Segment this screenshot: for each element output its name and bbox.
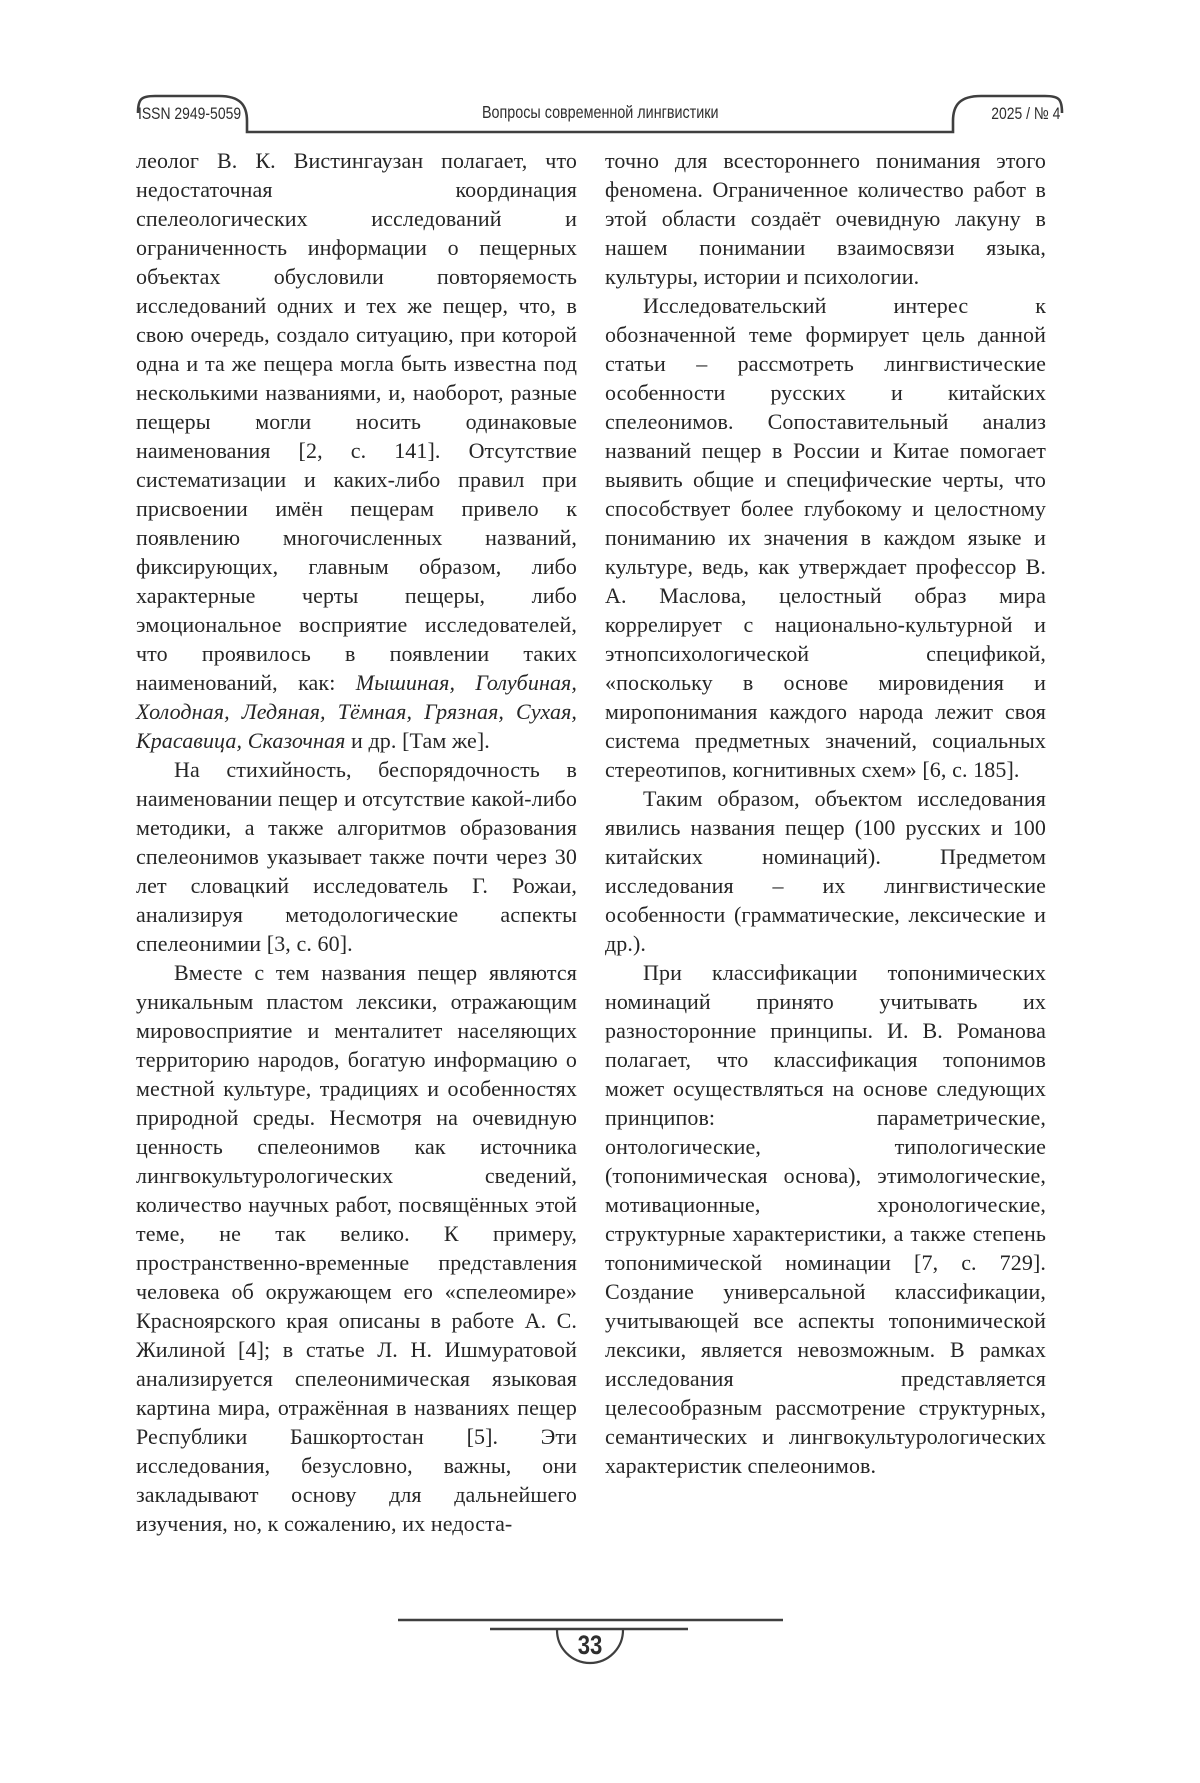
article-body xyxy=(136,146,1046,1538)
paragraph xyxy=(605,784,1046,958)
issue-label xyxy=(968,104,1060,124)
page-number xyxy=(544,1630,636,1661)
column-left xyxy=(136,146,577,1538)
text-run: Вместе с тем названия пещер являются уникальным пластом лексики, отражающим мировосприятие и менталитет населяющих территорию народов, богатую информацию о местной культуре, традициях и особенностях природной среды. Несмотря на очевидную ценность спелеонимов как источника лингвокультурологических сведений, количество научных работ, посвящённых этой теме, не так велико. К примеру, пространственно-временные представления человека об окружающем его «спелеомире» Красноярского края описаны в работе А. С. Жилиной [4]; в статье Л. Н. Ишмуратовой анализируется спелеонимическая языковая картина мира, отражённая в названиях пещер Республики Башкортостан [5]. Эти исследования, безусловно, важны, они закладывают основу для дальнейшего изучения, но, к сожалению, их недоста- xyxy=(136,960,577,1536)
issn-label xyxy=(138,104,246,124)
journal-title-text: Вопросы современной лингвистики xyxy=(481,102,719,122)
text-run: леолог В. К. Вистингаузан полагает, что недостаточная координация спелеологических исследований и ограниченность информации о пещерных объектах обусловили повторяемость исследований одних и тех же пещер, что, в свою очередь, создало ситуацию, при которой одна и та же пещера могла быть известна под несколькими названиями, и, наоборот, разные пещеры могли носить одинаковые наименования [2, с. 141]. Отсутствие систематизации и каких-либо правил при присвоении имён пещерам привело к появлению многочисленных названий, фиксирующих, главным образом, либо характерные черты пещеры, либо эмоциональное восприятие исследователей, что проявилось в появлении таких наименований, как: xyxy=(136,148,577,695)
text-run: При классификации топонимических номинаций принято учитывать их разносторонние принципы. И. В. Романова полагает, что классификация топонимов может осуществляться на основе следующих принципов: параметрические, онтологические, типологические (топонимическая основа), этимологические, мотивационные, хронологические, структурные характеристики, а также степень топонимической номинации [7, с. 729]. Создание универсальной классификации, учитывающей все аспекты топонимической лексики, является невозможным. В рамках исследования представляется целесообразным рассмотрение структурных, семантических и лингвокультурологических характеристик спелеонимов. xyxy=(605,960,1046,1478)
journal-title xyxy=(250,102,950,123)
text-run: Таким образом, объектом исследования явились названия пещер (100 русских и 100 китайских номинаций). Предметом исследования – их лингвистические особенности (грамматические, лексические и др.). xyxy=(605,786,1046,956)
issn-text: ISSN 2949-5059 xyxy=(138,104,242,123)
italic-text-run: Мышиная, Голубиная, Холодная, Ледяная, Тёмная, Грязная, Сухая, Красавица, Сказочная xyxy=(136,670,577,753)
text-run: На стихийность, беспорядочность в наименовании пещер и отсутствие какой-либо методики, а также алгоритмов образования спелеонимов указывает также почти через 30 лет словацкий исследователь Г. Рожаи, анализируя методологические аспекты спелеонимии [3, с. 60]. xyxy=(136,757,577,956)
paragraph xyxy=(605,146,1046,291)
page-number-text: 33 xyxy=(577,1630,603,1660)
paragraph xyxy=(136,146,577,755)
paragraph xyxy=(605,291,1046,784)
text-run: и др. [Там же]. xyxy=(345,728,490,753)
column-right xyxy=(605,146,1046,1538)
paragraph xyxy=(136,958,577,1538)
paragraph xyxy=(605,958,1046,1480)
text-run: Исследовательский интерес к обозначенной теме формирует цель данной статьи – рассмотреть лингвистические особенности русских и китайских спелеонимов. Сопоставительный анализ названий пещер в России и Китае помогает выявить общие и специфические черты, что способствует более глубокому и целостному пониманию их значения в каждом языке и культуре, ведь, как утверждает профессор В. А. Маслова, целостный образ мира коррелирует с национально-культурной и этнопсихологической спецификой, «поскольку в основе мировидения и миропонимания каждого народа лежит своя система предметных значений, социальных стереотипов, когнитивных схем» [6, с. 185]. xyxy=(605,293,1046,782)
issue-text: 2025 / № 4 xyxy=(990,104,1060,123)
text-run: точно для всестороннего понимания этого феномена. Ограниченное количество работ в этой области создаёт очевидную лакуну в нашем понимании взаимосвязи языка, культуры, истории и психологии. xyxy=(605,148,1046,289)
paragraph xyxy=(136,755,577,958)
